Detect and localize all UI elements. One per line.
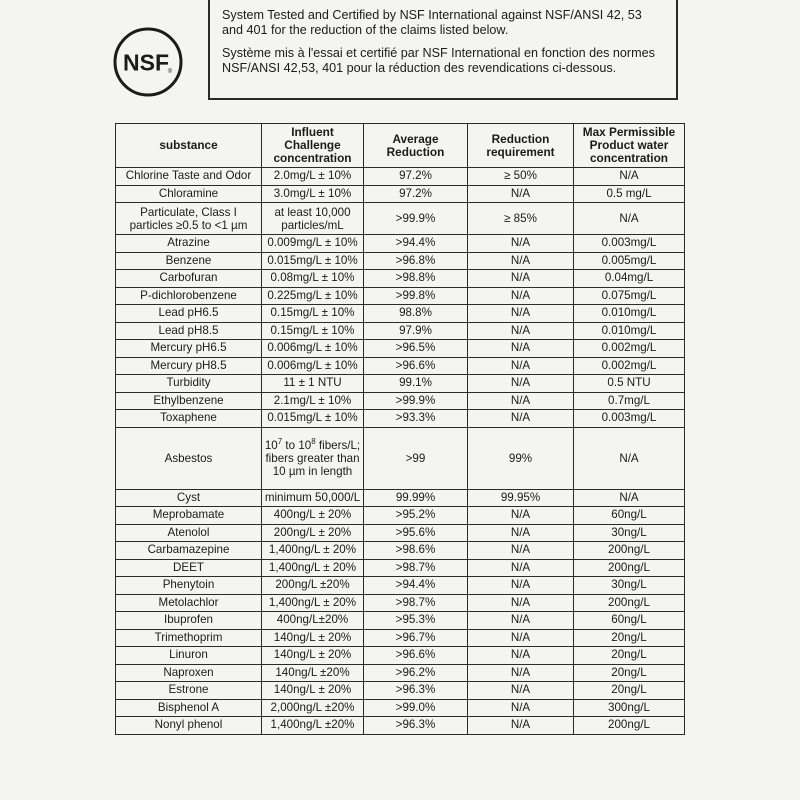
table-row xyxy=(116,524,685,542)
asbestos-influent-to: to xyxy=(282,438,299,452)
cell-max-permissible: 0.5 NTU xyxy=(574,375,685,393)
cell-influent: 1,400ng/L ± 20% xyxy=(262,594,364,612)
cell-substance: P-dichlorobenzene xyxy=(116,287,262,305)
table-row xyxy=(116,287,685,305)
cell-max-permissible: 300ng/L xyxy=(574,699,685,717)
cell-max-permissible: 200ng/L xyxy=(574,717,685,735)
cell-average-reduction: >98.6% xyxy=(364,542,468,560)
cell-max-permissible: 0.075mg/L xyxy=(574,287,685,305)
cell-influent: 140ng/L ± 20% xyxy=(262,629,364,647)
cell-substance: Mercury pH8.5 xyxy=(116,357,262,375)
cell-reduction-requirement: 99% xyxy=(468,427,574,489)
cell-influent: 0.225mg/L ± 10% xyxy=(262,287,364,305)
nsf-logo xyxy=(113,27,183,97)
cell-substance: Bisphenol A xyxy=(116,699,262,717)
cell-average-reduction: >99.9% xyxy=(364,203,468,235)
cell-influent: 1,400ng/L ±20% xyxy=(262,717,364,735)
cell-influent: 0.006mg/L ± 10% xyxy=(262,357,364,375)
cell-max-permissible: N/A xyxy=(574,203,685,235)
cell-average-reduction: 98.8% xyxy=(364,305,468,323)
cell-substance: Turbidity xyxy=(116,375,262,393)
cell-reduction-requirement: N/A xyxy=(468,629,574,647)
cell-average-reduction: >95.2% xyxy=(364,507,468,525)
table-row xyxy=(116,629,685,647)
cell-influent: 200ng/L ± 20% xyxy=(262,524,364,542)
cell-substance: Linuron xyxy=(116,647,262,665)
table-row xyxy=(116,577,685,595)
cell-max-permissible: 0.7mg/L xyxy=(574,392,685,410)
cell-reduction-requirement: N/A xyxy=(468,322,574,340)
cell-influent: 400ng/L ± 20% xyxy=(262,507,364,525)
table-row xyxy=(116,375,685,393)
cell-reduction-requirement: N/A xyxy=(468,410,574,428)
cell-reduction-requirement: N/A xyxy=(468,287,574,305)
table-row xyxy=(116,410,685,428)
cell-substance: Trimethoprim xyxy=(116,629,262,647)
cell-average-reduction: >99.0% xyxy=(364,699,468,717)
table-row xyxy=(116,612,685,630)
cell-average-reduction: >96.8% xyxy=(364,252,468,270)
cell-max-permissible: N/A xyxy=(574,427,685,489)
cell-influent: 1,400ng/L ± 20% xyxy=(262,542,364,560)
table-row xyxy=(116,168,685,186)
cell-reduction-requirement: N/A xyxy=(468,542,574,560)
header-max-permissible: Max Permissible Product water concentration xyxy=(574,124,685,168)
cell-max-permissible: 0.010mg/L xyxy=(574,305,685,323)
cell-reduction-requirement: N/A xyxy=(468,524,574,542)
cell-average-reduction: >98.7% xyxy=(364,594,468,612)
cell-substance: Estrone xyxy=(116,682,262,700)
cell-reduction-requirement: N/A xyxy=(468,717,574,735)
cell-influent: 0.006mg/L ± 10% xyxy=(262,340,364,358)
table-row xyxy=(116,507,685,525)
cell-influent: 0.15mg/L ± 10% xyxy=(262,322,364,340)
table-row xyxy=(116,252,685,270)
table-row xyxy=(116,270,685,288)
table-row xyxy=(116,340,685,358)
cell-max-permissible: 200ng/L xyxy=(574,542,685,560)
asbestos-influent-exp1: 7 xyxy=(277,436,283,446)
header-substance: substance xyxy=(116,124,262,168)
cell-average-reduction: >99 xyxy=(364,427,468,489)
cell-substance: Nonyl phenol xyxy=(116,717,262,735)
cell-substance: Lead pH6.5 xyxy=(116,305,262,323)
cell-reduction-requirement: N/A xyxy=(468,340,574,358)
cell-influent: 0.015mg/L ± 10% xyxy=(262,252,364,270)
cell-max-permissible: 0.5 mg/L xyxy=(574,185,685,203)
cell-average-reduction: >98.7% xyxy=(364,559,468,577)
cell-max-permissible: 30ng/L xyxy=(574,524,685,542)
cell-influent: 11 ± 1 NTU xyxy=(262,375,364,393)
cell-substance: Lead pH8.5 xyxy=(116,322,262,340)
cell-influent: 2.1mg/L ± 10% xyxy=(262,392,364,410)
header-influent: Influent Challenge concentration xyxy=(262,124,364,168)
cell-substance: DEET xyxy=(116,559,262,577)
cell-max-permissible: 200ng/L xyxy=(574,559,685,577)
cell-average-reduction: 99.1% xyxy=(364,375,468,393)
cell-max-permissible: 0.003mg/L xyxy=(574,235,685,253)
cell-reduction-requirement: N/A xyxy=(468,507,574,525)
asbestos-influent-base2: 10 xyxy=(298,438,312,452)
cell-average-reduction: >96.5% xyxy=(364,340,468,358)
cell-substance: Meprobamate xyxy=(116,507,262,525)
cell-substance: Atenolol xyxy=(116,524,262,542)
cell-influent: 2.0mg/L ± 10% xyxy=(262,168,364,186)
asbestos-influent-rest: fibers/L; fibers greater than 10 µm in length xyxy=(265,438,361,478)
cell-reduction-requirement: ≥ 85% xyxy=(468,203,574,235)
logo-registered-mark: ® xyxy=(167,69,173,75)
cell-average-reduction: >94.4% xyxy=(364,577,468,595)
cell-average-reduction: >96.7% xyxy=(364,629,468,647)
header-average-reduction: Average Reduction xyxy=(364,124,468,168)
cell-influent: 400ng/L±20% xyxy=(262,612,364,630)
certification-french: Système mis à l'essai et certifié par NSF International en fonction des normes NSF/ANSI 42,53, 401 pour la réduction des revendications ci-dessous. xyxy=(222,46,655,75)
cell-reduction-requirement: N/A xyxy=(468,185,574,203)
cell-average-reduction: 97.9% xyxy=(364,322,468,340)
table-row xyxy=(116,357,685,375)
cell-max-permissible: 0.010mg/L xyxy=(574,322,685,340)
cell-average-reduction: >95.3% xyxy=(364,612,468,630)
cell-substance: Chloramine xyxy=(116,185,262,203)
cell-reduction-requirement: N/A xyxy=(468,664,574,682)
cell-reduction-requirement: N/A xyxy=(468,270,574,288)
table-row xyxy=(116,682,685,700)
cell-average-reduction: >95.6% xyxy=(364,524,468,542)
cell-influent: 0.15mg/L ± 10% xyxy=(262,305,364,323)
cell-influent: 2,000ng/L ±20% xyxy=(262,699,364,717)
table-row xyxy=(116,664,685,682)
cell-max-permissible: 60ng/L xyxy=(574,507,685,525)
cell-reduction-requirement: N/A xyxy=(468,357,574,375)
cell-influent: 1,400ng/L ± 20% xyxy=(262,559,364,577)
cell-reduction-requirement: 99.95% xyxy=(468,489,574,507)
cell-reduction-requirement: N/A xyxy=(468,577,574,595)
cell-reduction-requirement: N/A xyxy=(468,305,574,323)
cell-substance: Ibuprofen xyxy=(116,612,262,630)
cell-reduction-requirement: N/A xyxy=(468,235,574,253)
cell-influent: 3.0mg/L ± 10% xyxy=(262,185,364,203)
cell-substance: Cyst xyxy=(116,489,262,507)
table-row xyxy=(116,542,685,560)
cell-max-permissible: 20ng/L xyxy=(574,664,685,682)
cell-average-reduction: 97.2% xyxy=(364,185,468,203)
claims-table xyxy=(115,123,685,735)
cell-influent: minimum 50,000/L xyxy=(262,489,364,507)
table-row xyxy=(116,305,685,323)
cell-substance: Carbamazepine xyxy=(116,542,262,560)
cell-substance: Atrazine xyxy=(116,235,262,253)
table-row xyxy=(116,647,685,665)
cell-max-permissible: 60ng/L xyxy=(574,612,685,630)
cell-average-reduction: >96.3% xyxy=(364,682,468,700)
cell-max-permissible: 0.002mg/L xyxy=(574,357,685,375)
cell-average-reduction: >96.6% xyxy=(364,357,468,375)
table-row xyxy=(116,559,685,577)
table-row xyxy=(116,322,685,340)
cell-max-permissible: 30ng/L xyxy=(574,577,685,595)
table-row xyxy=(116,203,685,235)
cell-substance: Chlorine Taste and Odor xyxy=(116,168,262,186)
cell-reduction-requirement: N/A xyxy=(468,682,574,700)
cell-influent: 0.009mg/L ± 10% xyxy=(262,235,364,253)
cell-reduction-requirement: N/A xyxy=(468,392,574,410)
cell-max-permissible: 0.002mg/L xyxy=(574,340,685,358)
cell-influent: 200ng/L ±20% xyxy=(262,577,364,595)
cell-max-permissible: N/A xyxy=(574,489,685,507)
cell-reduction-requirement: N/A xyxy=(468,699,574,717)
table-row xyxy=(116,392,685,410)
cell-substance: Naproxen xyxy=(116,664,262,682)
cell-reduction-requirement: N/A xyxy=(468,594,574,612)
cell-reduction-requirement: ≥ 50% xyxy=(468,168,574,186)
certification-box xyxy=(208,0,678,100)
cell-substance: Metolachlor xyxy=(116,594,262,612)
table-row xyxy=(116,717,685,735)
cell-influent: 0.015mg/L ± 10% xyxy=(262,410,364,428)
cell-max-permissible: 20ng/L xyxy=(574,682,685,700)
cell-substance: Ethylbenzene xyxy=(116,392,262,410)
cell-average-reduction: >93.3% xyxy=(364,410,468,428)
cell-substance: Particulate, Class I particles ≥0.5 to <1 µm xyxy=(116,203,262,235)
cell-average-reduction: 97.2% xyxy=(364,168,468,186)
cell-influent: 140ng/L ±20% xyxy=(262,664,364,682)
cell-influent: 140ng/L ± 20% xyxy=(262,647,364,665)
logo-text: NSF xyxy=(123,49,169,76)
table-row xyxy=(116,489,685,507)
cell-substance: Mercury pH6.5 xyxy=(116,340,262,358)
cell-max-permissible: N/A xyxy=(574,168,685,186)
cell-reduction-requirement: N/A xyxy=(468,612,574,630)
table-header-row xyxy=(116,124,685,168)
cell-influent xyxy=(262,427,364,489)
cell-reduction-requirement: N/A xyxy=(468,252,574,270)
cell-substance: Asbestos xyxy=(116,427,262,489)
asbestos-influent-exp2: 8 xyxy=(311,436,316,446)
cell-average-reduction: >96.2% xyxy=(364,664,468,682)
cell-reduction-requirement: N/A xyxy=(468,647,574,665)
table-row xyxy=(116,699,685,717)
cell-average-reduction: >99.9% xyxy=(364,392,468,410)
cell-influent: at least 10,000 particles/mL xyxy=(262,203,364,235)
cell-average-reduction: 99.99% xyxy=(364,489,468,507)
table-row xyxy=(116,235,685,253)
asbestos-influent-base1: 10 xyxy=(264,438,278,452)
cell-reduction-requirement: N/A xyxy=(468,375,574,393)
cell-substance: Toxaphene xyxy=(116,410,262,428)
cell-max-permissible: 20ng/L xyxy=(574,629,685,647)
table-row xyxy=(116,427,685,489)
certification-english: System Tested and Certified by NSF International against NSF/ANSI 42, 53 and 401 for the reduction of the claims listed below. xyxy=(222,8,642,37)
cell-max-permissible: 200ng/L xyxy=(574,594,685,612)
cell-average-reduction: >98.8% xyxy=(364,270,468,288)
cell-average-reduction: >96.6% xyxy=(364,647,468,665)
cell-max-permissible: 0.005mg/L xyxy=(574,252,685,270)
cell-substance: Benzene xyxy=(116,252,262,270)
cell-average-reduction: >99.8% xyxy=(364,287,468,305)
cell-max-permissible: 20ng/L xyxy=(574,647,685,665)
header-reduction-requirement: Reduction requirement xyxy=(468,124,574,168)
cell-influent: 140ng/L ± 20% xyxy=(262,682,364,700)
cell-substance: Phenytoin xyxy=(116,577,262,595)
table-row xyxy=(116,594,685,612)
cell-max-permissible: 0.04mg/L xyxy=(574,270,685,288)
cell-average-reduction: >94.4% xyxy=(364,235,468,253)
table-row xyxy=(116,185,685,203)
cell-substance: Carbofuran xyxy=(116,270,262,288)
cell-influent: 0.08mg/L ± 10% xyxy=(262,270,364,288)
cell-reduction-requirement: N/A xyxy=(468,559,574,577)
cell-average-reduction: >96.3% xyxy=(364,717,468,735)
cell-max-permissible: 0.003mg/L xyxy=(574,410,685,428)
